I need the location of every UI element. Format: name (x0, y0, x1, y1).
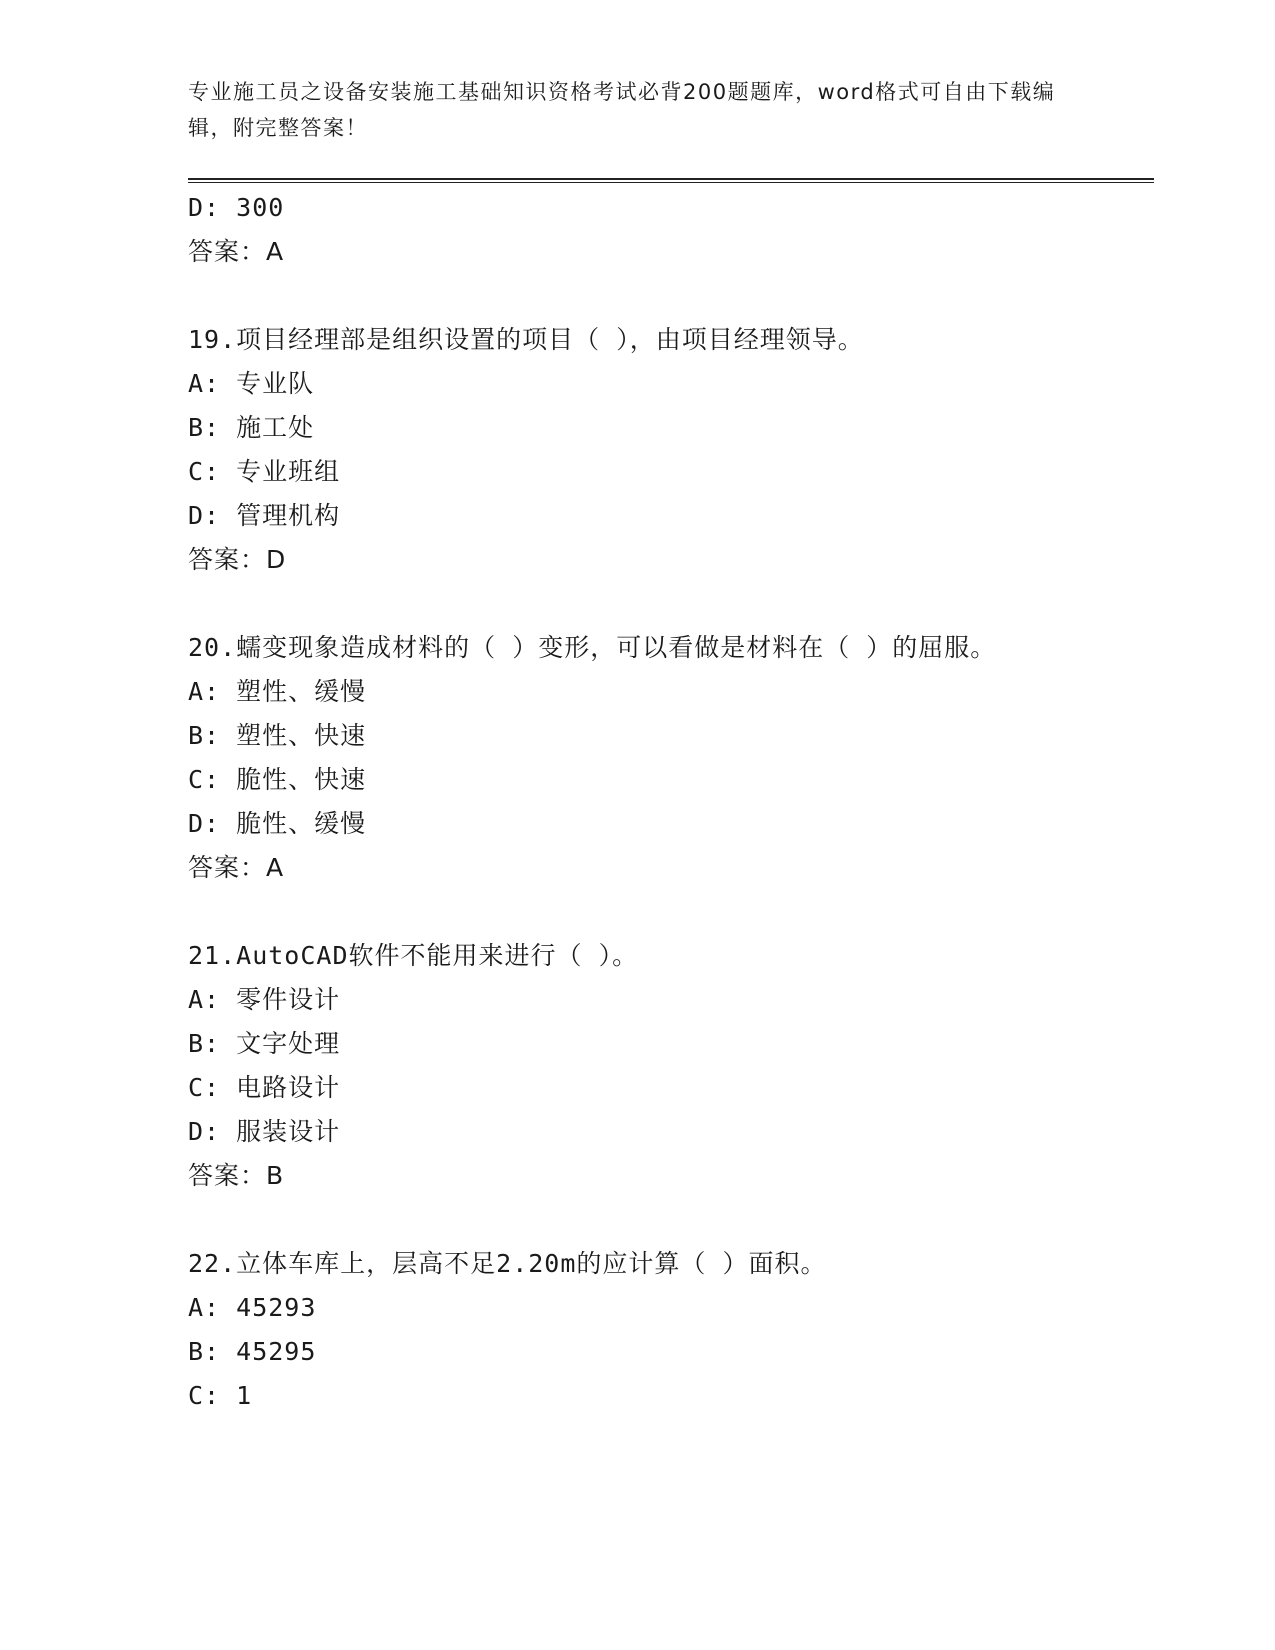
answer-line: 答案：A (188, 237, 285, 266)
document-header: 专业施工员之设备安装施工基础知识资格考试必背200题题库，word格式可自由下载编辑，附完整答案！ (188, 80, 1056, 140)
header-rule-thin (188, 182, 1154, 183)
option-a: A: 零件设计 (188, 985, 341, 1014)
option-b: B: 施工处 (188, 413, 315, 442)
option-a: A: 专业队 (188, 369, 315, 398)
question-19: 19.项目经理部是组织设置的项目（ ），由项目经理领导。 (188, 325, 864, 354)
option-c: C: 电路设计 (188, 1073, 341, 1102)
option-d: D: 服装设计 (188, 1117, 341, 1146)
option-d: D: 300 (188, 193, 285, 222)
question-22: 22.立体车库上，层高不足2.20m的应计算（ ）面积。 (188, 1249, 827, 1278)
question-21: 21.AutoCAD软件不能用来进行（ ）。 (188, 941, 639, 970)
option-a: A: 45293 (188, 1293, 317, 1322)
option-b: B: 文字处理 (188, 1029, 341, 1058)
answer-line: 答案：D (188, 545, 287, 574)
option-c: C: 脆性、快速 (188, 765, 367, 794)
question-20: 20.蠕变现象造成材料的（ ）变形，可以看做是材料在（ ）的屈服。 (188, 633, 997, 662)
option-c: C: 专业班组 (188, 457, 341, 486)
option-b: B: 塑性、快速 (188, 721, 367, 750)
option-c: C: 1 (188, 1381, 253, 1410)
option-d: D: 脆性、缓慢 (188, 809, 367, 838)
option-b: B: 45295 (188, 1337, 317, 1366)
option-a: A: 塑性、缓慢 (188, 677, 367, 706)
option-d: D: 管理机构 (188, 501, 341, 530)
answer-line: 答案：B (188, 1161, 285, 1190)
answer-line: 答案：A (188, 853, 285, 882)
header-rule-thick (188, 178, 1154, 180)
